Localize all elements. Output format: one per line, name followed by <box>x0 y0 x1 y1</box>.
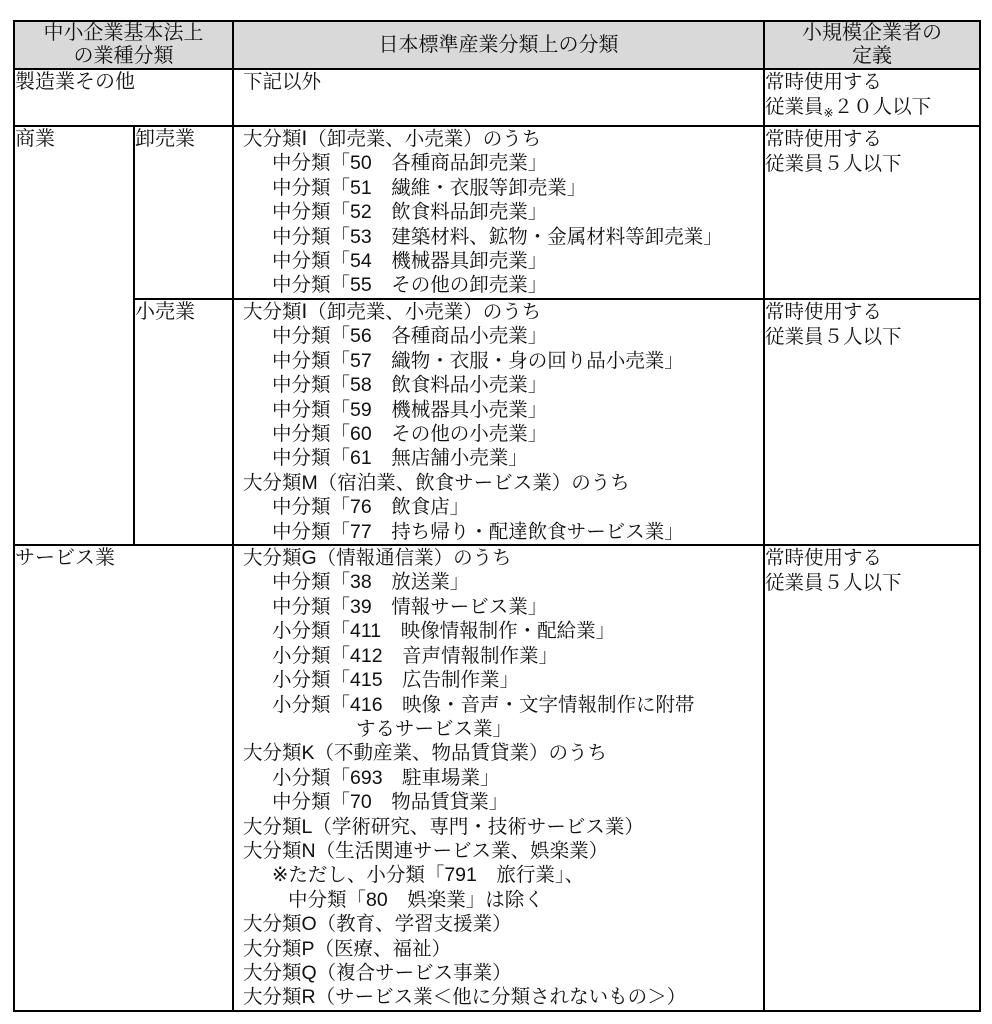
jsic-line: 中分類「57 織物・衣服・身の回り品小売業」 <box>272 349 684 372</box>
jsic-line: 大分類R（サービス業＜他に分類されないもの＞） <box>243 986 687 1009</box>
jsic-line: 中分類「61 無店舗小売業」 <box>272 447 528 470</box>
category-cell: 商業 <box>14 126 134 545</box>
jsic-line: ※ただし、小分類「791 旅行業」、 <box>272 864 585 887</box>
subcategory-cell: 小売業 <box>134 299 233 545</box>
jsic-line: するサービス業」 <box>356 717 513 740</box>
jsic-line: 中分類「54 機械器具卸売業」 <box>272 250 548 273</box>
definition-line1: 常時使用する <box>765 547 883 570</box>
jsic-line: 小分類「412 音声情報制作業」 <box>272 644 559 667</box>
jsic-line: 中分類「60 その他の小売業」 <box>272 423 548 446</box>
header-definition <box>764 21 980 69</box>
jsic-line: 中分類「38 放送業」 <box>272 571 470 594</box>
definition-line2: 従業員$_※$２０人以下 <box>765 95 932 120</box>
jsic-line: 中分類「70 物品賃貸業」 <box>272 791 509 814</box>
jsic-line: 小分類「415 広告制作業」 <box>272 669 520 692</box>
jsic-line: 大分類P（医療、福祉） <box>243 937 452 960</box>
row-manufacturing-other <box>14 69 980 126</box>
jsic-line: 中分類「50 各種商品卸売業」 <box>272 152 548 175</box>
jsic-line: 中分類「76 飲食店」 <box>272 496 470 519</box>
jsic-line: 中分類「55 その他の卸売業」 <box>272 274 548 297</box>
jsic-line: 大分類Ⅰ（卸売業、小売業）のうち <box>243 128 542 150</box>
row-commerce-retail <box>14 299 980 545</box>
jsic-line: 大分類G（情報通信業）のうち <box>243 547 512 570</box>
jsic-line: 中分類「58 飲食料品小売業」 <box>272 374 548 397</box>
jsic-line: 大分類N（生活関連サービス業、娯楽業） <box>243 839 609 862</box>
jsic-line: 大分類L（学術研究、専門・技術サービス業） <box>243 815 644 838</box>
header-definition-line2: 定義 <box>852 45 892 67</box>
jsic-line: 大分類Q（複合サービス事業） <box>243 961 512 984</box>
header-definition-line1: 小規模企業者の <box>802 22 942 44</box>
category-cell: 製造業その他 <box>14 69 233 126</box>
jsic-line: 中分類「80 娯楽業」は除く <box>288 888 544 911</box>
jsic-cell <box>233 69 764 126</box>
jsic-line: 中分類「39 情報サービス業」 <box>272 595 548 618</box>
jsic-line: 下記以外 <box>243 71 322 93</box>
jsic-line: 小分類「693 駐車場業」 <box>272 766 500 789</box>
jsic-cell <box>233 299 764 545</box>
definition-line2: 従業員５人以下 <box>765 571 902 594</box>
definition-line1: 常時使用する <box>765 301 883 323</box>
row-services <box>14 545 980 1011</box>
jsic-line: 中分類「59 機械器具小売業」 <box>272 398 548 421</box>
jsic-line: 中分類「77 持ち帰り・配達飲食サービス業」 <box>272 520 684 543</box>
jsic-line: 大分類O（教育、学習支援業） <box>243 913 512 936</box>
definition-cell <box>764 299 980 545</box>
definition-line2: 従業員５人以下 <box>765 325 902 348</box>
category-cell: サービス業 <box>14 545 233 1011</box>
jsic-line: 中分類「51 繊維・衣服等卸売業」 <box>272 176 587 199</box>
header-category-line1: 中小企業基本法上 <box>43 22 204 44</box>
jsic-line: 小分類「411 映像情報制作・配給業」 <box>272 620 616 643</box>
jsic-line: 中分類「53 建築材料、鉱物・金属材料等卸売業」 <box>272 225 723 248</box>
definition-line1: 常時使用する <box>765 128 883 150</box>
jsic-line: 大分類M（宿泊業、飲食サービス業）のうち <box>243 471 630 494</box>
jsic-line: 大分類Ⅰ（卸売業、小売業）のうち <box>243 301 542 323</box>
row-commerce-wholesale <box>14 126 980 299</box>
definition-cell <box>764 545 980 1011</box>
header-row <box>14 21 980 69</box>
jsic-line: 小分類「416 映像・音声・文字情報制作に附帯 <box>272 693 695 716</box>
industry-classification-table <box>13 20 981 1012</box>
definition-line1: 常時使用する <box>765 71 883 93</box>
jsic-line: 大分類K（不動産業、物品賃貸業）のうち <box>243 742 608 765</box>
jsic-line: 中分類「56 各種商品小売業」 <box>272 325 548 348</box>
reference-mark: ※ <box>823 105 834 120</box>
jsic-cell <box>233 126 764 299</box>
subcategory-cell: 卸売業 <box>134 126 233 299</box>
definition-cell <box>764 69 980 126</box>
header-category <box>14 21 233 69</box>
header-category-line2: の業種分類 <box>73 45 174 67</box>
jsic-cell <box>233 545 764 1011</box>
jsic-line: 中分類「52 飲食料品卸売業」 <box>272 201 548 224</box>
header-jsic: 日本標準産業分類上の分類 <box>233 21 764 69</box>
definition-line2: 従業員５人以下 <box>765 152 902 175</box>
definition-cell <box>764 126 980 299</box>
